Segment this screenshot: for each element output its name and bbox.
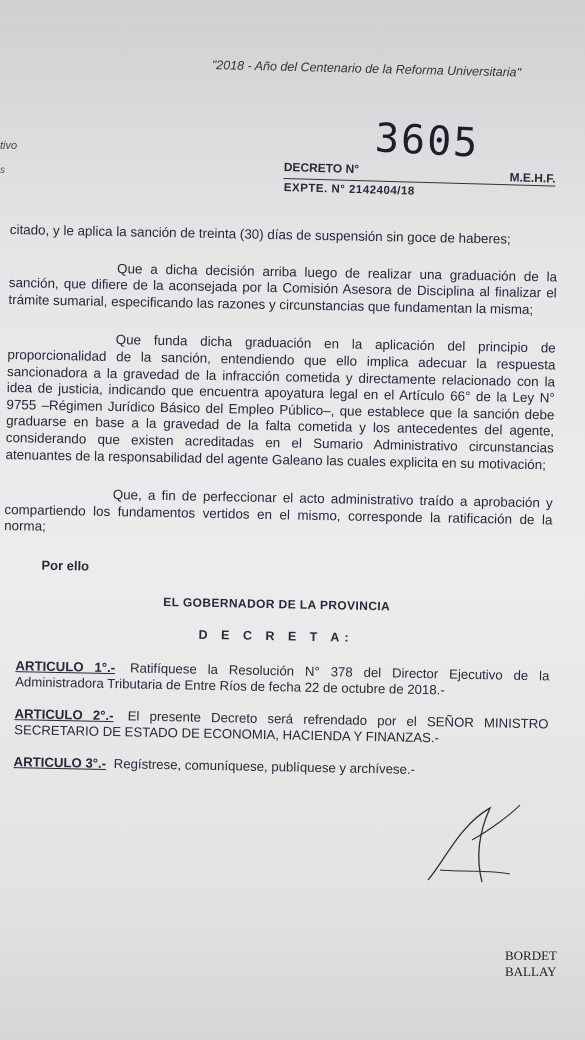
paragraph-ratificacion: Que, a fin de perfeccionar el acto administrativo traído a aprobación y compartiendo los fundamentos vertidos en el mismo, corresponde la ratificación de la norma; [4, 487, 553, 535]
article-2 [14, 706, 549, 748]
article-3-label: ARTICULO 3°.- [13, 754, 107, 771]
refrendo-line-2: BALLAY [505, 964, 557, 979]
refrendo-block [505, 948, 557, 980]
article-1-label: ARTICULO 1°.- [15, 658, 116, 676]
margin-fragment-2: s [0, 165, 5, 176]
article-1 [15, 658, 550, 700]
article-2-label: ARTICULO 2°.- [14, 706, 114, 723]
margin-fragment-1: tivo [0, 140, 18, 152]
ministry-code: M.E.H.F. [509, 170, 556, 186]
article-2-text: El presente Decreto será refrendado por el SEÑOR MINISTRO SECRETARIO DE ESTADO DE ECONOMIA, HACIENDA Y FINANZAS.- [14, 708, 549, 746]
article-3 [13, 754, 547, 780]
governor-heading: EL GOBERNADOR DE LA PROVINCIA [163, 594, 391, 614]
decreta-heading: D E C R E T A: [198, 627, 354, 645]
document-body [0, 222, 558, 796]
article-1-text: Ratifíquese la Resolución N° 378 del Director Ejecutivo de la Administradora Tributaria de Entre Ríos de fecha 22 de octubre de 2018.- [15, 660, 550, 698]
decree-label: DECRETO N° [283, 160, 360, 177]
paragraph-decision: Que a dicha decisión arriba luego de realizar una graduación de la sanción, que difiere de la aconsejada por la Comisión Asesora de Disciplina al finalizar el trámite sumarial, especificando las razones y circunstancias que fundamentan la misma; [8, 260, 558, 317]
paragraph-graduacion: Que funda dicha graduación en la aplicación del principio de proporcionalidad de la sanción, entendiendo que ello implica adecuar la respuesta sancionadora a la gravedad de la infracción cometida y directamente relacionado con la idea de justicia, indicando que encuentra apoyatura legal en el Artículo 66° de la Ley N° 9755 –Régimen Jurídico Básico del Empleo Público–, que establece que la sanción debe graduarse en base a la gravedad de la falta cometida y los antecedentes del agente, considerando que existen acreditadas en el Sumario Administrativo circunstancias atenuantes de la responsabilidad del agente Galeano las cuales explicita en su motivación; [5, 332, 556, 472]
decree-number: 3605 [373, 115, 481, 167]
expediente-number: EXPTE. N° 2142404/18 [283, 182, 415, 198]
refrendo-line-1: BORDET [505, 948, 557, 963]
header-motto: "2018 - Año del Centenario de la Reforma Universitaria" [211, 58, 522, 80]
por-ello: Por ello [41, 557, 90, 574]
article-3-text: Regístrese, comuníquese, publíquese y archívese.- [113, 755, 416, 777]
paragraph-citado: citado, y le aplica la sanción de treinta (30) días de suspensión sin goce de haberes; [9, 222, 511, 247]
handwritten-signature [420, 800, 530, 890]
